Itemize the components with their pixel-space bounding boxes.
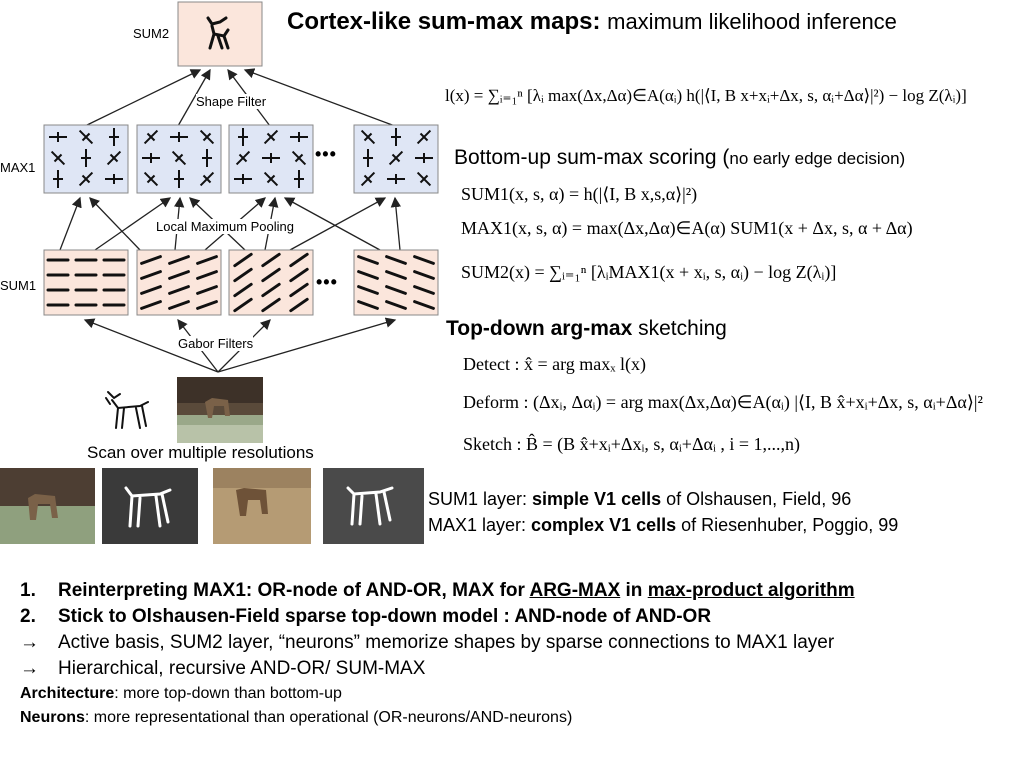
top-down-heading-bold: Top-down arg-max <box>446 317 633 340</box>
neurons-bold: Neurons <box>20 709 85 726</box>
neurons-rest: : more representational than operational (OR-neurons/AND-neurons) <box>84 709 573 726</box>
strip-photo-2 <box>213 468 311 544</box>
point-3-text: Active basis, SUM2 layer, “neurons” memorize shapes by sparse connections to MAX1 layer <box>58 632 835 653</box>
scan-caption: Scan over multiple resolutions <box>87 443 314 462</box>
max1-ref-bold: complex V1 cells <box>531 515 677 535</box>
sum2-equation: SUM2(x) = ∑ᵢ₌₁ⁿ [λᵢMAX1(x + xᵢ, s, αᵢ) − log Z(λᵢ)] <box>461 262 837 282</box>
sum1-ref-post: of Olshausen, Field, 96 <box>661 489 852 509</box>
architecture-rest: : more top-down than bottom-up <box>114 685 342 702</box>
sum1-ref-bold: simple V1 cells <box>532 489 662 509</box>
max1-reference <box>428 512 898 538</box>
point-3 <box>20 630 855 656</box>
architecture-note <box>20 682 855 706</box>
point-2-number: 2. <box>20 606 36 627</box>
top-down-heading-rest: sketching <box>638 317 727 340</box>
max1-ref-post: of Riesenhuber, Poggio, 99 <box>676 515 899 535</box>
strip-photo-1 <box>0 468 95 544</box>
layer-references <box>428 486 898 538</box>
sum1-reference <box>428 486 898 512</box>
max1-ref-pre: MAX1 layer: <box>428 515 532 535</box>
sum2-layer-label: SUM2 <box>133 26 170 41</box>
bottom-up-heading-main: Bottom-up sum-max scoring ( <box>454 146 730 169</box>
strip-sketch-2 <box>323 468 424 544</box>
gabor-filters-label: Gabor Filters <box>178 336 254 351</box>
detect-equation: Detect : x̂ = arg maxₓ l(x) <box>463 354 646 374</box>
max1-ellipsis: ••• <box>315 144 337 164</box>
architecture-bold: Architecture <box>20 685 115 702</box>
sketch-equation: Sketch : B̂ = (B x̂+xᵢ+Δxᵢ, s, αᵢ+Δαᵢ , i = 1,...,n) <box>463 434 801 454</box>
deform-equation: Deform : (Δxᵢ, Δαᵢ) = arg max(Δx,Δα)∈A(αᵢ) |⟨I, B x̂+xᵢ+Δx, s, αᵢ+Δα⟩|² <box>463 392 983 412</box>
sum-max-network-diagram <box>0 0 440 470</box>
max1-equation: MAX1(x, s, α) = max(Δx,Δα)∈A(α) SUM1(x + Δx, s, α + Δα) <box>461 218 913 238</box>
likelihood-equation: l(x) = ∑ᵢ₌₁ⁿ [λᵢ max(Δx,Δα)∈A(αᵢ) h(|⟨I, B x+xᵢ+Δx, s, αᵢ+Δα⟩|²) − log Z(λᵢ)] <box>445 86 967 105</box>
point-2 <box>20 604 855 630</box>
title-rest: maximum likelihood inference <box>607 9 897 34</box>
point-2-text: Stick to Olshausen-Field sparse top-down model : AND-node of AND-OR <box>58 606 712 627</box>
sum1-ellipsis: ••• <box>316 272 338 292</box>
point-4-text: Hierarchical, recursive AND-OR/ SUM-MAX <box>58 658 426 679</box>
deer-photo <box>177 377 263 443</box>
point-1-max-product: max-product algorithm <box>647 580 855 601</box>
shape-filter-label: Shape Filter <box>196 94 267 109</box>
multi-resolution-photo-strip <box>0 468 424 546</box>
point-1-text-a: Reinterpreting MAX1: OR-node of AND-OR, MAX for <box>58 580 530 601</box>
point-4 <box>20 656 855 682</box>
point-1 <box>20 578 855 604</box>
deer-sketch-icon <box>106 392 148 428</box>
title-bold: Cortex-like sum-max maps: <box>287 8 601 35</box>
point-1-number: 1. <box>20 580 36 601</box>
max1-layer-label: MAX1 <box>0 160 36 175</box>
point-1-text-b: in <box>620 580 648 601</box>
sum1-equation: SUM1(x, s, α) = h(|⟨I, B x,s,α⟩|²) <box>461 184 698 204</box>
arrow-icon: → <box>20 632 39 653</box>
sum1-ref-pre: SUM1 layer: <box>428 489 533 509</box>
strip-sketch-1 <box>102 468 198 544</box>
point-1-argmax: ARG-MAX <box>529 580 621 601</box>
bottom-up-heading-note: no early edge decision) <box>729 149 906 168</box>
sum1-layer-label: SUM1 <box>0 278 37 293</box>
point-1-text <box>58 578 855 604</box>
local-max-pooling-label: Local Maximum Pooling <box>156 219 295 234</box>
bottom-up-heading <box>454 146 905 170</box>
key-points-list <box>20 578 855 730</box>
neurons-note <box>20 706 855 730</box>
arrow-icon: → <box>20 658 39 679</box>
top-down-heading <box>446 317 727 341</box>
